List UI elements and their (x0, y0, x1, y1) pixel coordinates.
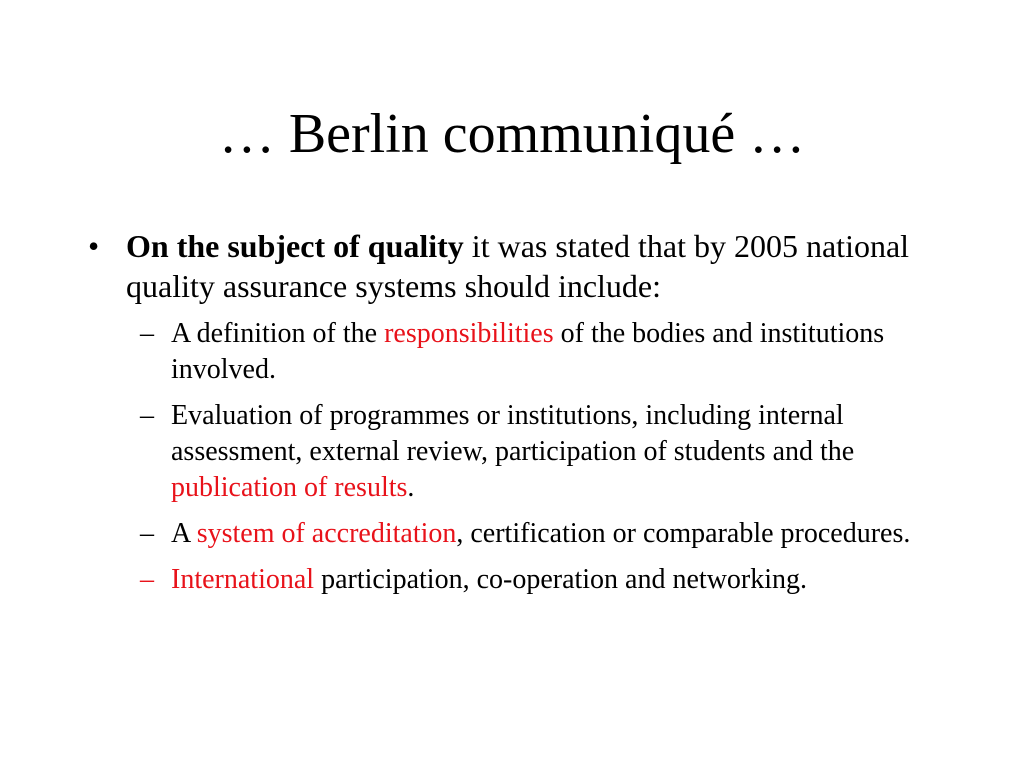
highlight-text: responsibilities (384, 318, 554, 349)
main-bullet-lead: On the subject of quality (126, 228, 464, 264)
sub-bullet-text-before: A (171, 518, 197, 549)
sub-bullet-text-after: of the bodies and institutions involved. (171, 318, 885, 385)
sub-bullet-accreditation (88, 516, 918, 552)
highlight-text: publication of results (171, 472, 408, 503)
sub-bullet-international (88, 562, 918, 598)
slide-title: … Berlin communiqué … (218, 103, 806, 165)
sub-bullet-responsibilities (88, 316, 918, 388)
sub-bullet-text-after: . (407, 472, 415, 503)
dash-marker-red: – (140, 564, 154, 595)
sub-bullet-evaluation (88, 398, 918, 506)
sub-bullet-text-after: participation, co-operation and networking. (314, 564, 808, 595)
main-bullet (88, 226, 918, 306)
sub-bullet-text-after: , certification or comparable procedures. (456, 518, 911, 549)
main-bullet-text: it was stated that by 2005 national quality assurance systems should include: (126, 228, 910, 304)
bullet-marker: • (88, 228, 100, 264)
dash-marker: – (140, 318, 154, 349)
dash-marker: – (140, 518, 154, 549)
dash-marker: – (140, 400, 154, 431)
sub-bullet-list (88, 316, 918, 598)
slide-content (88, 226, 918, 608)
highlight-text: International (171, 564, 315, 595)
sub-bullet-text-before: A definition of the (171, 318, 385, 349)
sub-bullet-text-before: Evaluation of programmes or institutions, including internal assessment, external review, participation of students and the (171, 400, 855, 467)
highlight-text: system of accreditation (196, 518, 457, 549)
